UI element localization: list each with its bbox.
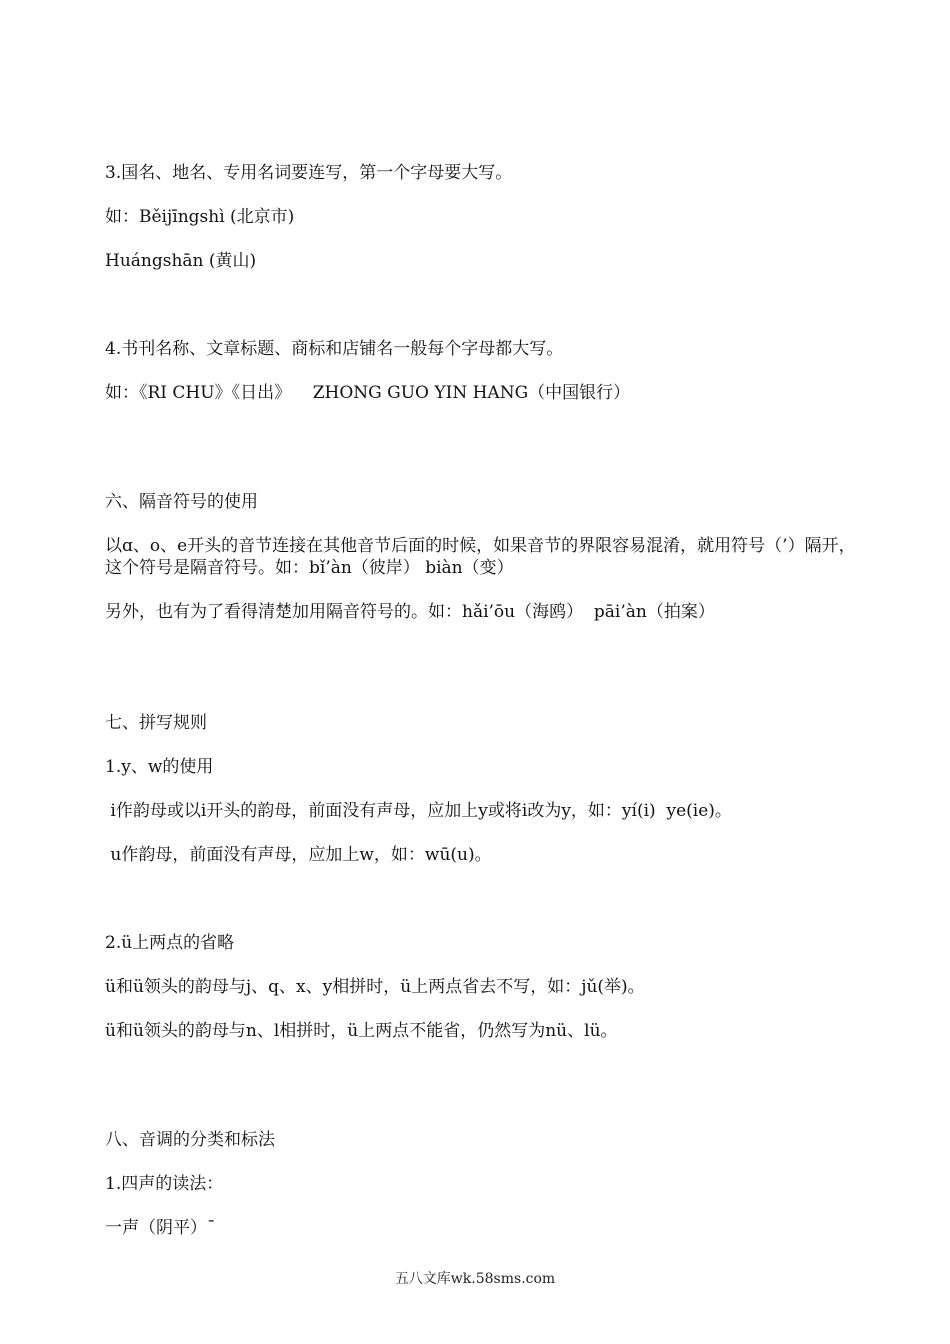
section-eight-1-heading: 1.四声的读法： (105, 1174, 224, 1194)
section-seven-1-paragraph-2: u作韵母，前面没有声母，应加上w，如：wū(u)。 (105, 845, 492, 865)
section-six-paragraph-1: 以ɑ、o、e开头的音节连接在其他音节后面的时候，如果音节的界限容易混淆，就用符号（’）隔开，这个符号是隔音符号。如：bǐ’àn（彼岸） biàn（变） (105, 536, 856, 578)
section-eight-heading: 八、音调的分类和标法 (105, 1130, 275, 1150)
section-six-paragraph-2: 另外，也有为了看得清楚加用隔音符号的。如：hǎi’ōu（海鸥） pāi’àn（拍案） (105, 602, 715, 622)
section-eight-1-item-1: 一声（阴平）ˉ (105, 1218, 216, 1238)
section-seven-1-heading: 1.y、w的使用 (105, 757, 214, 777)
section-six-heading: 六、隔音符号的使用 (105, 492, 258, 512)
section-seven-1-paragraph-1: i作韵母或以i开头的韵母，前面没有声母，应加上y或将i改为y，如：yí(i) ye(ie)。 (105, 801, 732, 821)
section-seven-2-paragraph-1: ü和ü领头的韵母与j、q、x、y相拼时，ü上两点省去不写，如：jǔ(举)。 (105, 977, 645, 997)
section-seven-2-heading: 2.ü上两点的省略 (105, 933, 235, 953)
section-3-example-beijing: 如：Běijīngshì (北京市) (105, 207, 295, 227)
section-3-example-huangshan: Huángshān (黄山) (105, 251, 257, 271)
section-4-example: 如：《RI CHU》《日出》 ZHONG GUO YIN HANG（中国银行） (105, 383, 631, 403)
page-footer: 五八文库wk.58sms.com (394, 1271, 556, 1287)
section-4-heading: 4.书刊名称、文章标题、商标和店铺名一般每个字母都大写。 (105, 339, 564, 359)
section-seven-heading: 七、拼写规则 (105, 713, 207, 733)
section-seven-2-paragraph-2: ü和ü领头的韵母与n、l相拼时，ü上两点不能省，仍然写为nü、lü。 (105, 1021, 618, 1041)
section-3-heading: 3.国名、地名、专用名词要连写，第一个字母要大写。 (105, 163, 513, 183)
